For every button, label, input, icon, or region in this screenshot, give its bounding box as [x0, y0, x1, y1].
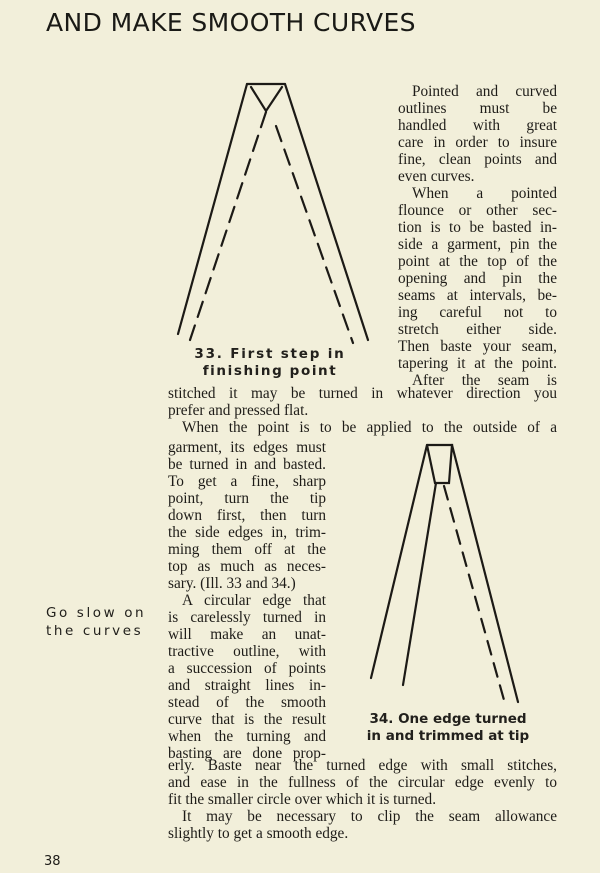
fig34-inner-left-edge [403, 483, 436, 685]
paragraph-circular-edge: garment, its edges must be turned in and basted. To get a fine, sharp point, turn the tip down first, then turn the side edges in, trim- ming them off at the top as much as neces- sary. (Ill. 33 and 34.) A circular edge that is carelessly turned in will make an unat- tractive outline, with a succession of points and straight lines in- stead of the smooth curve that is the result when the turning and basting are done prop- [168, 439, 326, 762]
figure-34-illustration [365, 440, 530, 710]
fig33-outer-right-edge [285, 84, 368, 340]
paragraph-full-width-2: erly. Baste near the turned edge with small stitches, and ease in the fullness of the circular edge evenly to fit the smaller circle over which it is turned. It may be necessary to clip the seam allowance slightly to get a smooth edge. [168, 757, 557, 842]
margin-note: Go slow on the curves [46, 605, 147, 639]
paragraph-pointed-outlines: Pointed and curved outlines must be handled with great care in order to insure fine, clean points and even curves. When a pointed flounce or other sec- tion is to be basted in- side a garment, pin the point at the top of the opening and pin the seams at intervals, be- ing careful not to stretch either side. Then baste your seam, tapering it at the point. After the seam is [398, 83, 557, 389]
fig33-dashed-left-seam [190, 112, 266, 340]
page-number: 38 [44, 854, 61, 869]
figure-33-illustration [170, 78, 370, 348]
fig33-inner-v [251, 87, 282, 111]
figure-33-caption: 33. First step in finishing point [194, 346, 346, 379]
fig33-outer-left-edge [178, 84, 247, 334]
fig34-outer-left-edge [371, 445, 427, 678]
paragraph-full-width-1: stitched it may be turned in whatever direction you prefer and pressed flat. When the point is to be applied to the outside of a [168, 385, 557, 436]
fig33-dashed-right-seam [276, 126, 353, 343]
fig34-turned-tip [427, 445, 452, 483]
fig34-dashed-seam [444, 486, 504, 700]
page-heading: AND MAKE SMOOTH CURVES [46, 8, 416, 37]
figure-34-caption: 34. One edge turned in and trimmed at tip [366, 711, 530, 744]
fig34-outer-right-edge [452, 445, 518, 702]
